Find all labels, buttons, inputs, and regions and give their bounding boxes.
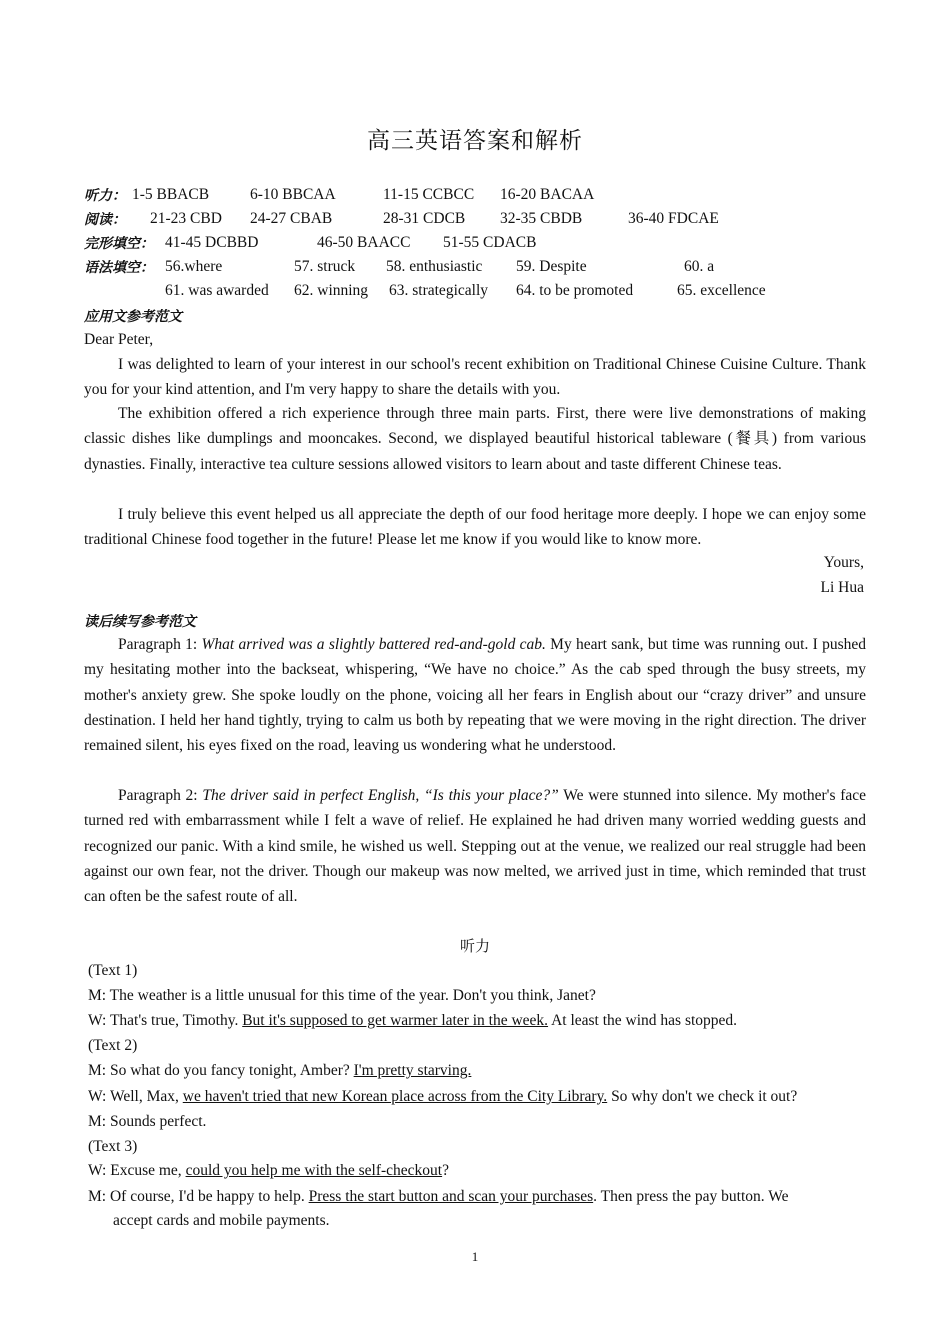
letter-paragraph-2: The exhibition offered a rich experience through three main parts. First, there were live demonstrations of making classic dishes like dumplings and mooncakes. Second, we displayed beautiful historical tableware (餐具) from various dynasties. Finally, interactive tea culture sessions allowed visitors to learn about and taste different Chinese teas. [84,405,866,473]
answer-item: 28-31 CDCB [383,210,466,227]
answer-item: 51-55 CDACB [443,234,537,251]
answer-item: 11-15 CCBCC [383,186,475,203]
reading-label: 阅读： [84,212,126,228]
cloze-label: 完形填空： [84,236,154,252]
answer-item: 61. was awarded [165,282,269,299]
paragraph-text: My heart sank, but time was running out. I pushed my hesitating mother into the backseat, whispering, “We have no choice.” As the cab sped through the busy streets, my mother's anxiety grew. She spoke loudly on the phone, voicing all her fears in English about our “crazy driver” and unsure destination. I held her hand tightly, trying to calm us both by repeating that we were moving in the right direction. The driver remained silent, his eyes fixed on the road, leaving us wondering what he understood. [84,636,866,755]
dialog-line [88,1087,797,1107]
answer-item: 60. a [684,258,715,275]
dialog-text: W: Well, Max, [88,1088,183,1105]
dialog-line: M: The weather is a little unusual for this time of the year. Don't you think, Janet? [88,987,596,1004]
transcript-heading: 听力 [459,937,490,955]
answer-item: 58. enthusiastic [386,258,483,275]
cloze-row [84,234,154,254]
paragraph-lead: The driver said in perfect English, “Is this your place?” [202,787,559,804]
answer-item: 46-50 BAACC [317,234,411,251]
dialog-text: M: Of course, I'd be happy to help. [88,1188,309,1205]
listening-label: 听力： [84,188,126,204]
answer-item: 63. strategically [389,282,488,299]
dialog-text: So why don't we check it out? [607,1088,798,1105]
letter-paragraph-1: I was delighted to learn of your interest in our school's recent exhibition on Traditional Chinese Cuisine Culture. Thank you for your kind attention, and I'm very happy to share the details with you. [84,356,866,399]
paragraph-label: Paragraph 2: [118,787,203,804]
dialog-text: ? [442,1162,449,1179]
answer-item: 1-5 BBACB [132,186,210,203]
letter-heading: 应用文参考范文 [84,309,182,325]
text-1-label: (Text 1) [88,962,138,979]
text-2-label: (Text 2) [88,1037,138,1054]
underlined-key-text: could you help me with the self-checkout [185,1162,443,1179]
paragraph-lead: What arrived was a slightly battered red-and-gold cab. [201,636,546,653]
listening-row [84,186,126,206]
letter-closing: Yours, [823,554,864,571]
underlined-key-text: But it's supposed to get warmer later in the week. [242,1012,549,1029]
answer-item: 64. to be promoted [516,282,634,299]
reading-row [84,210,126,230]
answer-item: 59. Despite [516,258,587,275]
letter-salutation: Dear Peter, [84,331,154,348]
underlined-key-text: Press the start button and scan your purchases [308,1188,594,1205]
dialog-line-continuation: accept cards and mobile payments. [113,1212,330,1229]
answer-item: 41-45 DCBBD [165,234,259,251]
answer-item: 36-40 FDCAE [628,210,719,227]
answer-item: 56.where [165,258,223,275]
dialog-line [88,1161,449,1181]
underlined-key-text: we haven't tried that new Korean place across from the City Library. [182,1088,608,1105]
paragraph-label: Paragraph 1: [118,636,202,653]
letter-signature: Li Hua [820,579,864,596]
dialog-text: W: That's true, Timothy. [88,1012,243,1029]
underlined-key-text: I'm pretty starving. [353,1062,472,1079]
answer-item: 6-10 BBCAA [250,186,336,203]
answer-item: 21-23 CBD [150,210,222,227]
continuation-paragraph-1 [84,632,866,758]
answer-item: 16-20 BACAA [500,186,595,203]
paragraph-text: We were stunned into silence. My mother's face turned red with embarrassment while I felt a wave of relief. He explained he had driven many worried wedding guests and recognized our panic. With a kind smile, he wished us well. Stepping out at the venue, we realized our real struggle had been against our own fear, not the driver. Though our makeup was now melted, we arrived just in time, which reminded that trust can often be the safest route of all. [84,787,867,906]
text-3-label: (Text 3) [88,1138,138,1155]
page-title: 高三英语答案和解析 [367,128,583,154]
grammar-label: 语法填空： [84,260,154,276]
dialog-line [88,1187,789,1207]
dialog-text: At least the wind has stopped. [548,1012,738,1029]
answer-item: 65. excellence [677,282,766,299]
letter-paragraph-3: I truly believe this event helped us all appreciate the depth of our food heritage more deeply. I hope we can enjoy some traditional Chinese food together in the future! Please let me know if you would like to know more. [84,506,866,549]
dialog-text: W: Excuse me, [88,1162,186,1179]
page-number: 1 [471,1249,479,1264]
answer-item: 57. struck [294,258,356,275]
continuation-paragraph-2 [84,783,866,909]
dialog-text: . Then press the pay button. We [593,1188,789,1205]
dialog-line [88,1011,737,1031]
answer-item: 24-27 CBAB [250,210,333,227]
grammar-row [84,258,154,278]
answer-item: 32-35 CBDB [500,210,583,227]
dialog-line [88,1061,471,1081]
dialog-line: M: Sounds perfect. [88,1113,207,1130]
answer-item: 62. winning [294,282,369,299]
dialog-text: M: So what do you fancy tonight, Amber? [88,1062,354,1079]
continuation-heading: 读后续写参考范文 [84,614,196,630]
